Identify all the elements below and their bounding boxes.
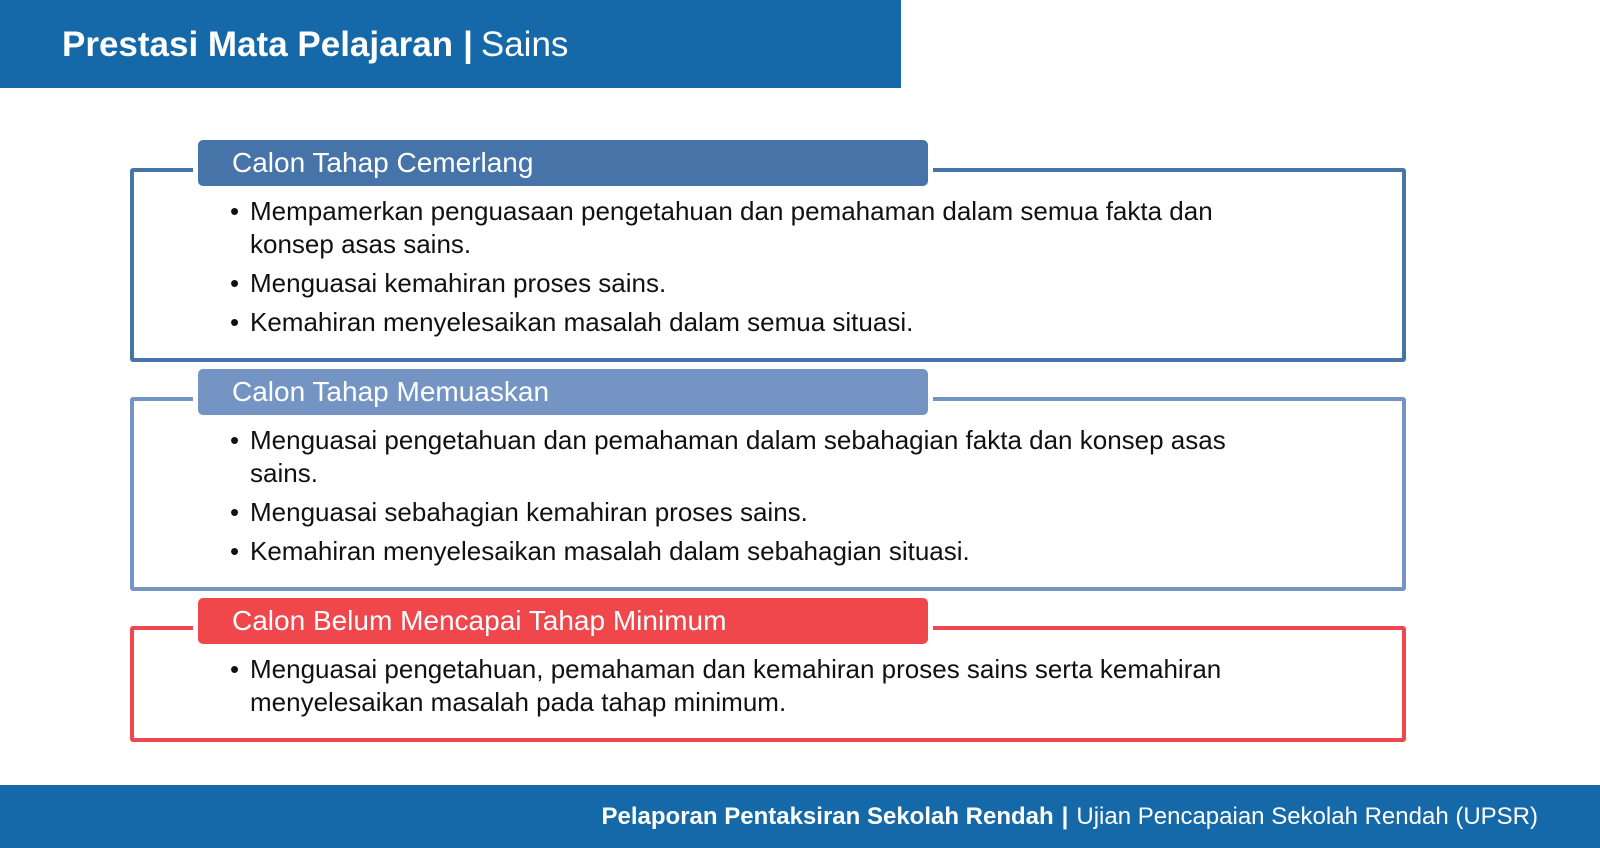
footer-bar xyxy=(0,785,1600,848)
list-item: • Menguasai kemahiran proses sains. xyxy=(230,267,1280,300)
page-title-bar xyxy=(0,0,901,88)
list-item: • Mempamerkan penguasaan pengetahuan dan pemahaman dalam semua fakta dan konsep asas sains. xyxy=(230,195,1280,261)
page-title: Prestasi Mata Pelajaran xyxy=(62,25,454,64)
footer-separator: | xyxy=(1061,802,1069,830)
page-subject: Sains xyxy=(480,25,569,64)
section-heading-memuaskan: Calon Tahap Memuaskan xyxy=(198,369,928,415)
section-list-cemerlang xyxy=(230,195,1280,345)
section-list-memuaskan xyxy=(230,424,1280,574)
list-item: • Menguasai sebahagian kemahiran proses sains. xyxy=(230,496,1280,529)
section-heading-belum-minimum: Calon Belum Mencapai Tahap Minimum xyxy=(198,598,928,644)
section-heading-cemerlang: Calon Tahap Cemerlang xyxy=(198,140,928,186)
section-list-belum-minimum xyxy=(230,653,1280,725)
footer-subtitle: Ujian Pencapaian Sekolah Rendah (UPSR) xyxy=(1076,802,1538,830)
title-separator: | xyxy=(463,25,473,64)
footer-title: Pelaporan Pentaksiran Sekolah Rendah xyxy=(601,802,1054,830)
list-item: • Kemahiran menyelesaikan masalah dalam semua situasi. xyxy=(230,306,1280,339)
list-item: • Menguasai pengetahuan, pemahaman dan kemahiran proses sains serta kemahiran menyelesaikan masalah pada tahap minimum. xyxy=(230,653,1280,719)
list-item: • Menguasai pengetahuan dan pemahaman dalam sebahagian fakta dan konsep asas sains. xyxy=(230,424,1280,490)
list-item: • Kemahiran menyelesaikan masalah dalam sebahagian situasi. xyxy=(230,535,1280,568)
